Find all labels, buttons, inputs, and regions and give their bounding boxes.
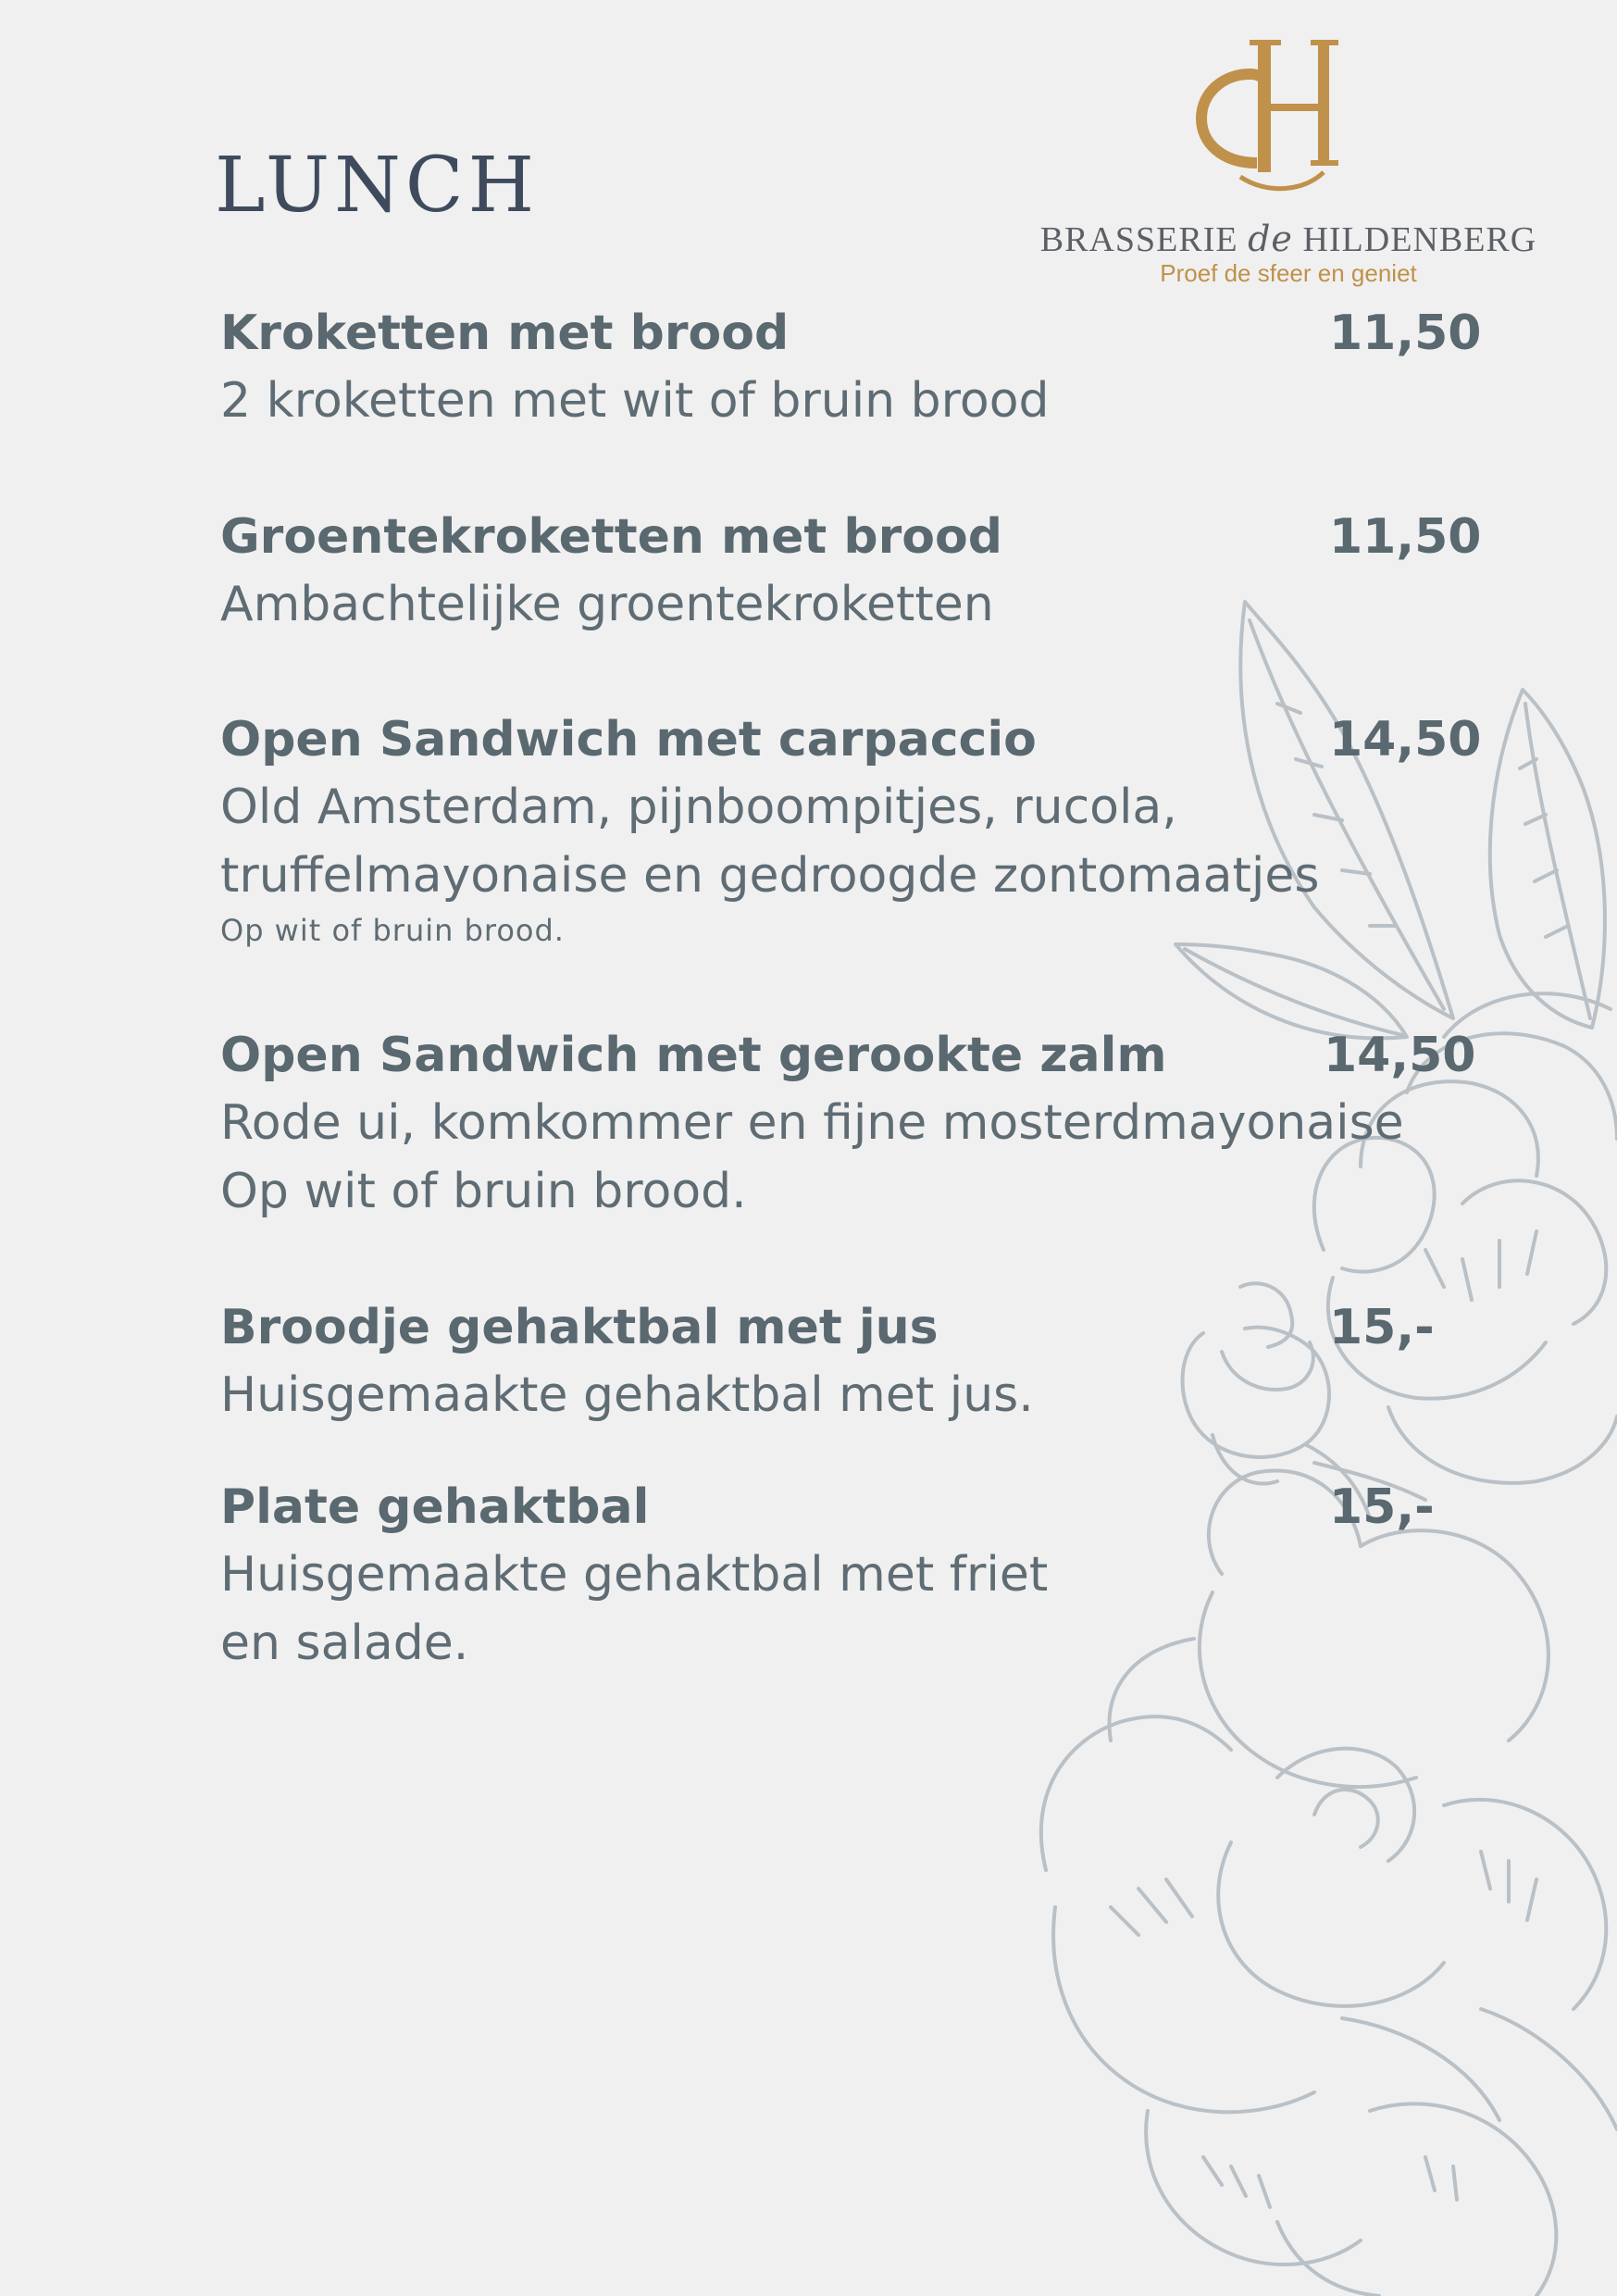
brand-logo xyxy=(1027,33,1546,302)
item-description: truffelmayonaise en gedroogde zontomaatjes xyxy=(220,848,1320,904)
menu-item xyxy=(220,1474,1479,1678)
brand-tagline: Proef de sfeer en geniet xyxy=(1160,259,1417,287)
item-price: 15,- xyxy=(1329,1300,1435,1355)
item-description: Rode ui, komkommer en fijne mosterdmayonaise xyxy=(220,1095,1404,1151)
item-name: Kroketten met brood xyxy=(220,306,790,361)
item-price: 14,50 xyxy=(1329,712,1482,767)
item-name: Plate gehaktbal xyxy=(220,1479,650,1535)
menu-item xyxy=(220,1294,1479,1429)
menu-item xyxy=(220,1022,1479,1226)
item-description: Ambachtelijke groentekroketten xyxy=(220,577,994,632)
monogram-logo-icon xyxy=(1185,33,1370,195)
item-description: Op wit of bruin brood. xyxy=(220,1164,747,1219)
item-description: Huisgemaakte gehaktbal met jus. xyxy=(220,1367,1034,1423)
brand-name-right: HILDENBERG xyxy=(1302,220,1537,259)
item-name: Open Sandwich met gerookte zalm xyxy=(220,1028,1167,1083)
item-price: 15,- xyxy=(1329,1479,1435,1535)
item-description: Old Amsterdam, pijnboompitjes, rucola, xyxy=(220,780,1177,835)
item-description: Huisgemaakte gehaktbal met friet xyxy=(220,1547,1049,1603)
item-price: 11,50 xyxy=(1329,306,1482,361)
brand-name-left: BRASSERIE xyxy=(1039,220,1238,259)
menu-item xyxy=(220,300,1482,435)
item-description: en salade. xyxy=(220,1616,469,1671)
menu-item xyxy=(220,504,1482,639)
menu-item xyxy=(220,706,1482,951)
item-name: Broodje gehaktbal met jus xyxy=(220,1300,939,1355)
brand-name-de: de xyxy=(1248,218,1293,259)
item-name: Groentekroketten met brood xyxy=(220,509,1002,565)
brand-name xyxy=(1039,218,1538,260)
item-name: Open Sandwich met carpaccio xyxy=(220,712,1037,767)
item-description: 2 kroketten met wit of bruin brood xyxy=(220,373,1050,429)
item-note: Op wit of bruin brood. xyxy=(220,913,565,948)
item-price: 14,50 xyxy=(1324,1028,1476,1083)
item-price: 11,50 xyxy=(1329,509,1482,565)
menu-title: LUNCH xyxy=(215,142,540,230)
